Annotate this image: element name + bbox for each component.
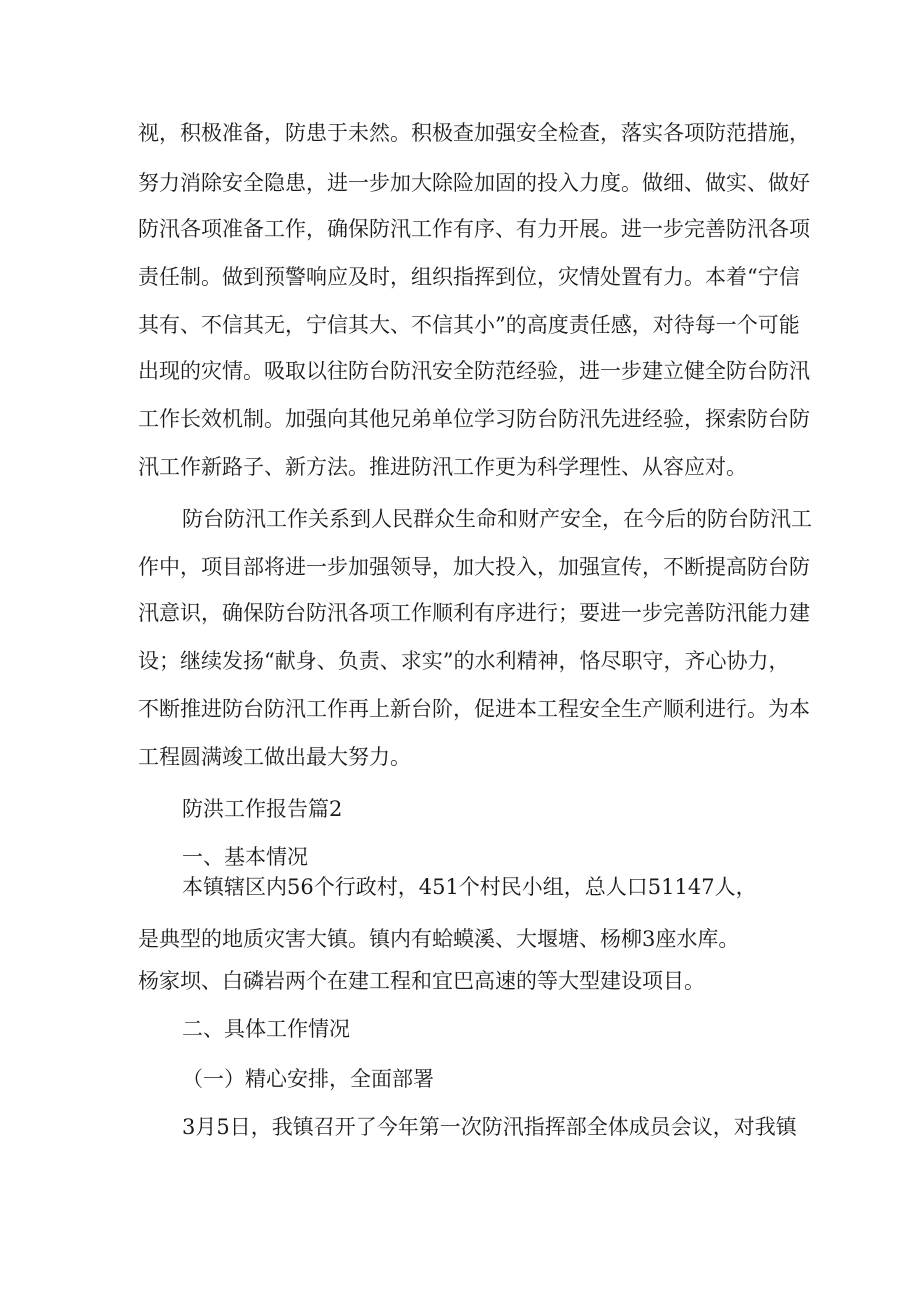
paragraph-line: 出现的灾情。吸取以往防台防汛安全防范经验，进一步建立健全防台防汛 [138, 359, 810, 383]
paragraph-line: 努力消除安全隐患，进一步加大除险加固的投入力度。做细、做实、做好 [138, 171, 810, 195]
paragraph-line: 工作长效机制。加强向其他兄弟单位学习防台防汛先进经验，探索防台防 [138, 407, 810, 431]
paragraph-line: 设；继续发扬“献身、负责、求实”的水利精神，恪尽职守，齐心协力， [138, 649, 790, 673]
section-heading: 二、具体工作情况 [182, 1017, 350, 1041]
paragraph-line: 防汛各项准备工作，确保防汛工作有序、有力开展。进一步完善防汛各项 [138, 217, 810, 241]
paragraph-line: 不断推进防台防汛工作再上新台阶，促进本工程安全生产顺利进行。为本 [138, 697, 810, 721]
paragraph-line: 汛意识，确保防台防汛各项工作顺利有序进行；要进一步完善防汛能力建 [138, 601, 810, 625]
paragraph-line: 作中，项目部将进一步加强领导，加大投入，加强宣传，不断提高防台防 [138, 555, 810, 579]
paragraph-line: 其有、不信其无，宁信其大、不信其小”的高度责任感，对待每一个可能 [138, 313, 800, 337]
paragraph-line: 本镇辖区内56个行政村，451个村民小组，总人口51147人， [182, 875, 757, 899]
paragraph-line: 是典型的地质灾害大镇。镇内有蛤蟆溪、大堰塘、杨柳3座水库。 [138, 927, 740, 951]
report-title: 防洪工作报告篇2 [182, 797, 343, 821]
paragraph-line: 杨家坝、白磷岩两个在建工程和宜巴高速的等大型建设项目。 [138, 969, 705, 993]
paragraph-line: 工程圆满竣工做出最大努力。 [138, 745, 411, 769]
paragraph-line: 汛工作新路子、新方法。推进防汛工作更为科学理性、从容应对。 [138, 455, 747, 479]
paragraph-line: 责任制。做到预警响应及时，组织指挥到位，灾情处置有力。本着“宁信 [138, 265, 800, 289]
section-heading: 一、基本情况 [182, 845, 308, 869]
subsection-heading: （一）精心安排，全面部署 [182, 1067, 434, 1091]
paragraph-line: 视，积极准备，防患于未然。积极查加强安全检查，落实各项防范措施， [138, 121, 810, 145]
paragraph-line: 3月5日，我镇召开了今年第一次防汛指挥部全体成员会议，对我镇 [182, 1115, 797, 1139]
paragraph-line: 防台防汛工作关系到人民群众生命和财产安全，在今后的防台防汛工 [182, 507, 812, 531]
